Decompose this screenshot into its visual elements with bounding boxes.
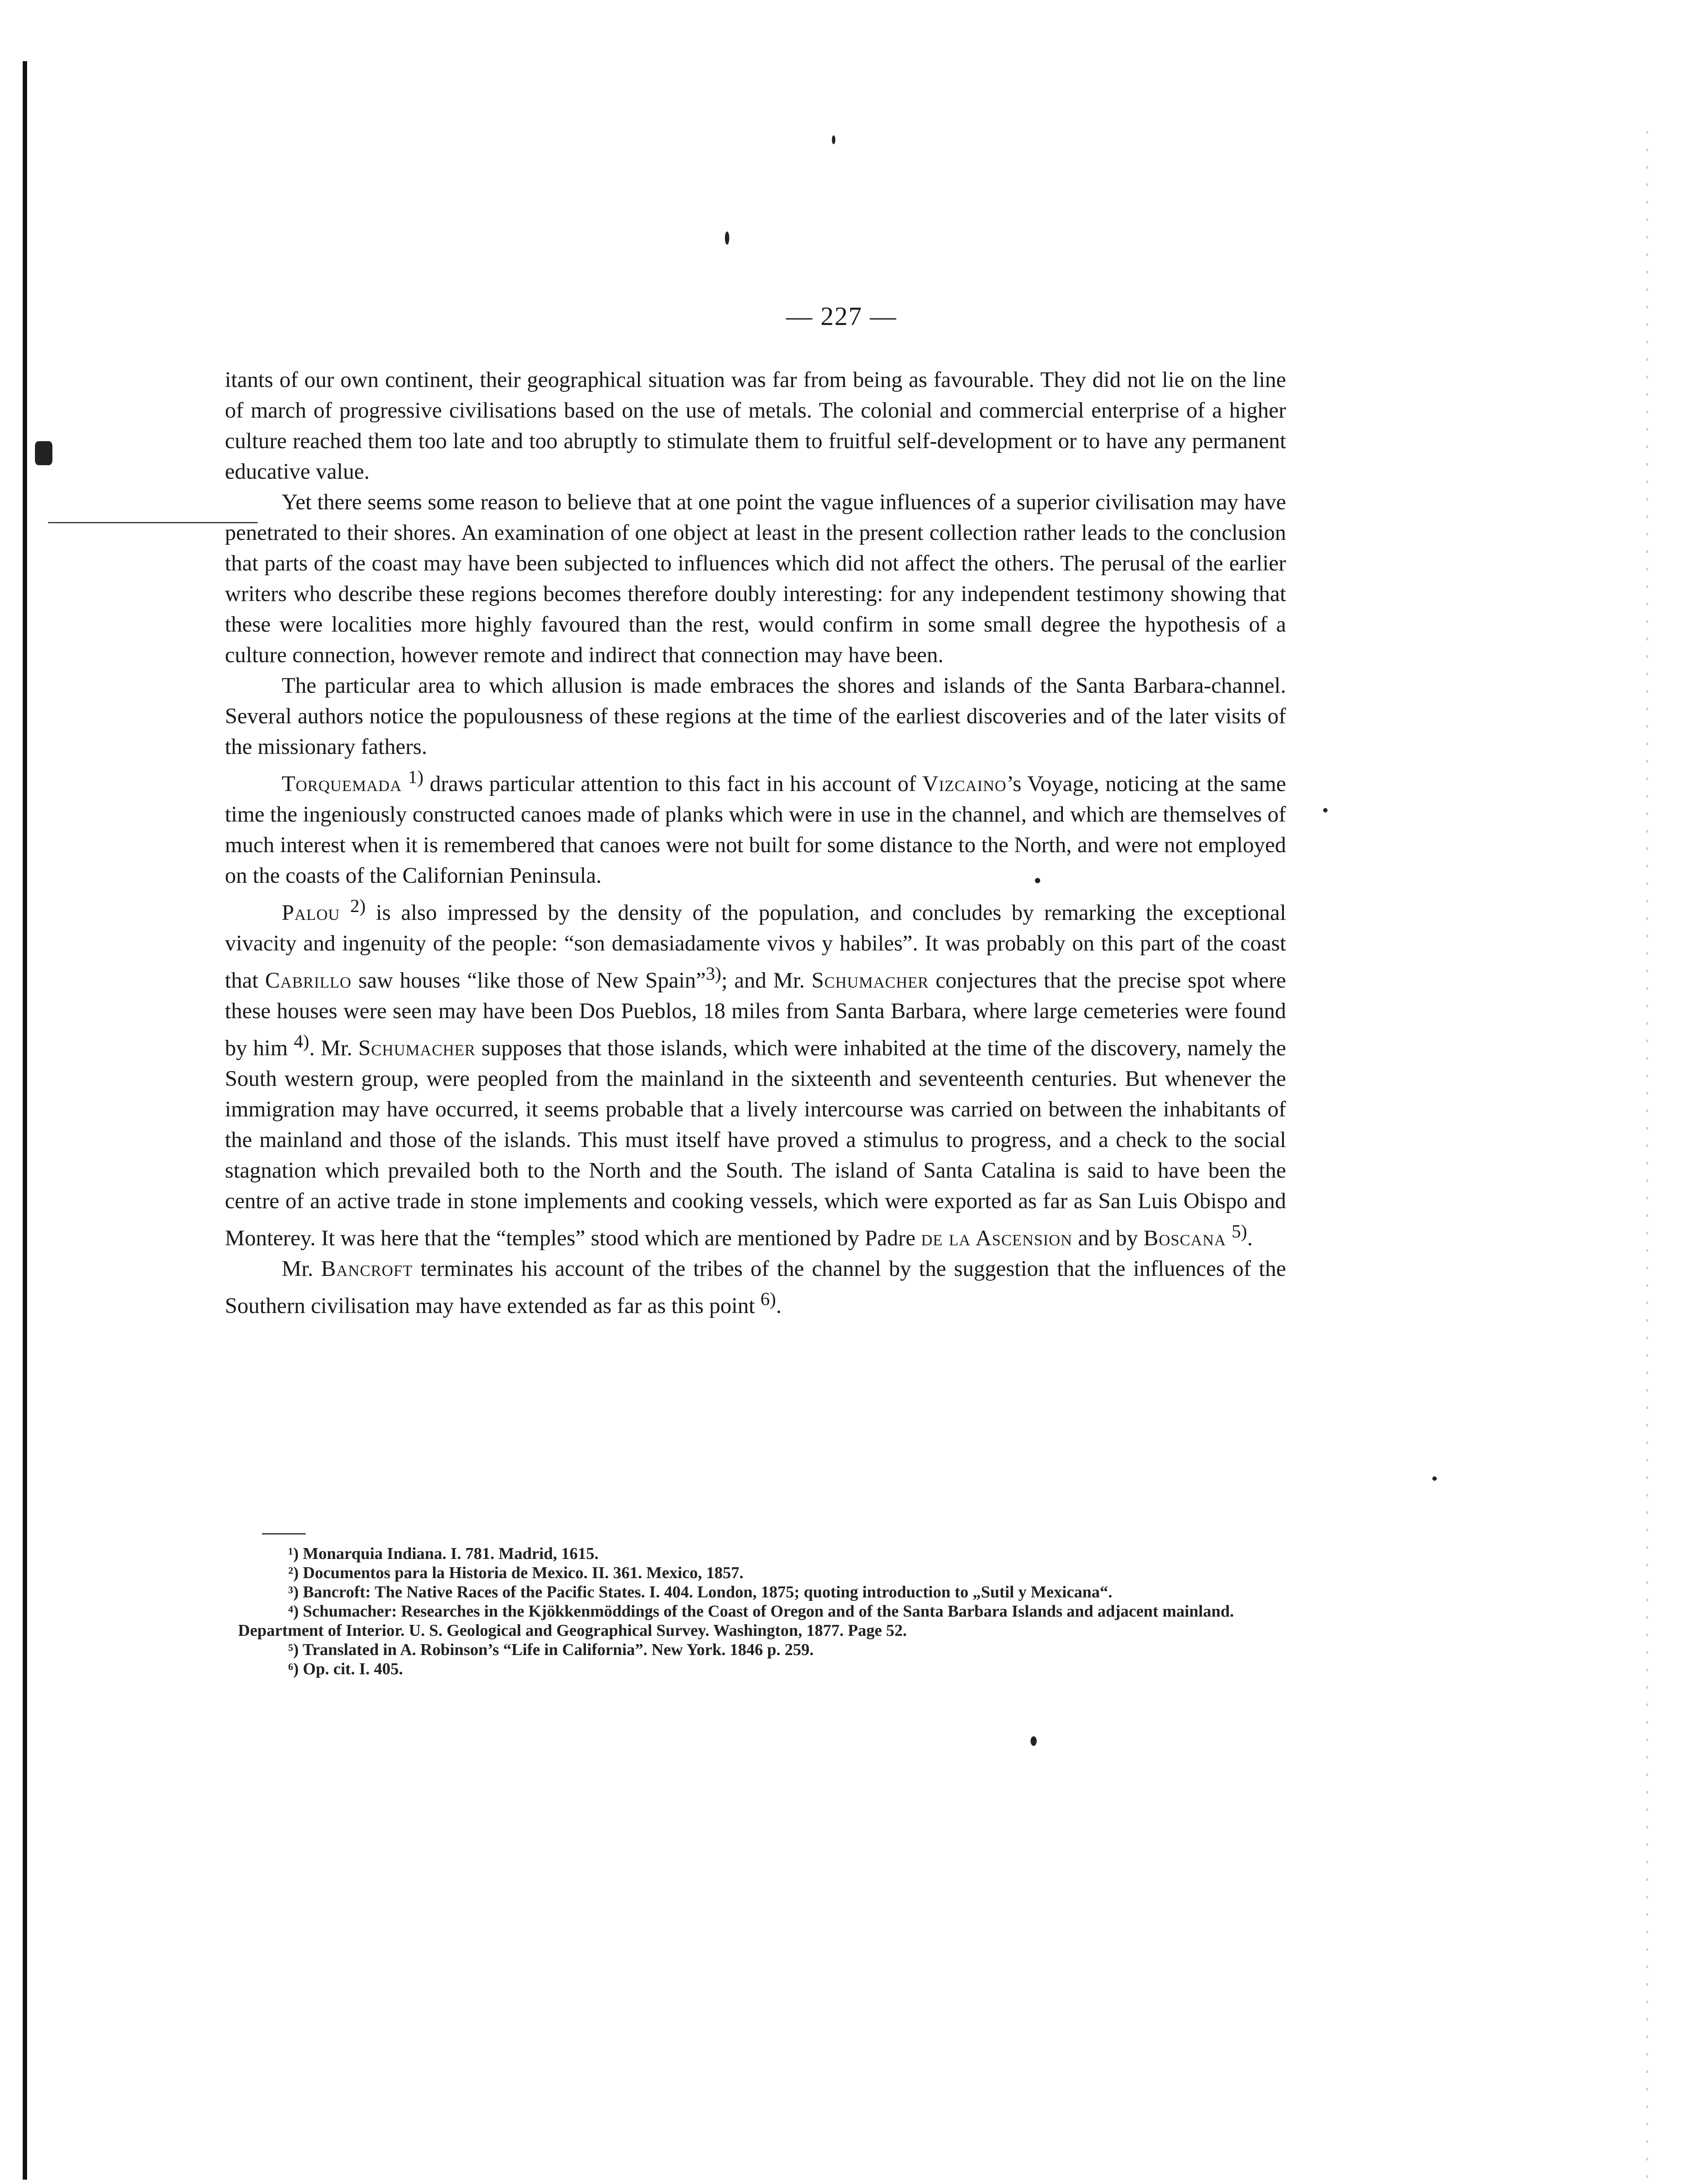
footnote-1: ¹) Monarquia Indiana. I. 781. Madrid, 1615. [288,1545,599,1563]
paragraph-text: terminates his account of the tribes of the channel by the suggestion that the influences of the Southern civilisation may have extended as far as this point [225,1257,1286,1318]
author-name: Boscana [1143,1226,1226,1251]
footnote-4: ⁴) Schumacher: Researches in the Kjökkenmöddings of the Coast of Oregon and of the Santa Barbara Islands and adjacent mainland. Department of Interior. U. S. Geological and Geographical Survey. Washington, 1877. Page 52. [238,1602,1234,1640]
author-name: Torquemada [282,772,402,796]
footnote-5: ⁵) Translated in A. Robinson’s “Life in California”. New York. 1846 p. 259. [288,1641,814,1659]
author-name: Vizcaino [922,772,1007,796]
scan-speck [1323,808,1328,812]
footnote-6: ⁶) Op. cit. I. 405. [288,1660,403,1678]
paragraph-5 [225,891,1286,1254]
footnote-ref: 2) [350,896,366,916]
scan-speck [35,441,52,465]
footnote-ref: 4) [293,1031,310,1052]
footnote-2: ²) Documentos para la Historia de Mexico. II. 361. Mexico, 1857. [288,1564,744,1582]
paragraph-text: and by [1072,1226,1144,1251]
footnote-rule [262,1533,306,1534]
scan-binding-edge [23,61,27,2180]
scan-speck [832,135,835,144]
author-name: Bancroft [321,1257,413,1281]
paragraph-2: Yet there seems some reason to believe that at one point the vague influences of a superior civilisation may have penetrated to their shores. An examination of one object at least in the present collection rather leads to the conclusion that parts of the coast may have been subjected to influences which did not affect the others. The perusal of the earlier writers who describe these regions becomes therefore doubly interesting: for any independent testimony showing that these were localities more highly favoured than the rest, would confirm in some small degree the hypothesis of a culture connection, however remote and indirect that connection may have been. [225,490,1286,667]
paragraph-text: . [776,1294,782,1318]
footnotes [238,1544,1286,1679]
scan-speck [1432,1476,1437,1481]
paragraph-text: conjectures that the precise spot where these houses were seen may have been Dos Pueblos, 18 miles from Santa Barbara, where large cemeteries were found by him [225,968,1286,1061]
paragraph-text: draws particular attention to this fact in his account of [423,772,923,796]
paragraph-6 [225,1254,1286,1321]
scan-speck [1035,878,1040,883]
paragraph-text: . [1247,1226,1253,1251]
paragraph-text: Mr. [282,1257,321,1281]
footnote-3: ³) Bancroft: The Native Races of the Pacific States. I. 404. London, 1875; quoting introduction to „Sutil y Mexicana“. [288,1583,1113,1601]
paragraph-4 [225,762,1286,891]
author-name: Schumacher [811,968,929,993]
author-name: Cabrillo [265,968,352,993]
paragraph-text: saw houses “like those of New Spain” [352,968,706,993]
paragraph-1: itants of our own continent, their geographical situation was far from being as favourable. They did not lie on the line of march of progressive civilisations based on the use of metals. The colonial and commercial enterprise of a higher culture reached them too late and too abruptly to stimulate them to fruitful self-development or to have any permanent educative value. [225,368,1286,484]
body-text [225,365,1286,1321]
scan-speck [1031,1736,1037,1746]
author-name: Schumacher [358,1036,476,1061]
paragraph-text: ’s Voyage, noticing at the same time the ingeniously constructed canoes made of planks which were in use in the channel, and which are themselves of much interest when it is remembered that canoes were not built for some distance to the North, and were not employed on the coasts of the Californian Peninsula. [225,772,1286,888]
paragraph-text: ; and Mr. [721,968,812,993]
scan-right-edge-noise [1646,131,1648,2184]
scan-speck [725,232,729,245]
paragraph-text: is also impressed by the density of the population, and concludes by remarking the exceptional vivacity and ingenuity of the people: “son demasiadamente vivos y habiles”. It was probably on this part of the coast that [225,901,1286,993]
footnote-ref: 1) [408,767,424,788]
footnote-ref: 3) [706,964,721,984]
footnote-ref: 5) [1231,1221,1247,1242]
paragraph-3: The particular area to which allusion is made embraces the shores and islands of the Santa Barbara-channel. Several authors notice the populousness of these regions at the time of the earliest discoveries and of the later visits of the missionary fathers. [225,674,1286,759]
paragraph-text: . Mr. [309,1036,359,1061]
paragraph-text: supposes that those islands, which were inhabited at the time of the discovery, namely the South western group, were peopled from the mainland in the sixteenth and seventeenth centuries. But whenever the immigration may have occurred, it seems probable that a lively intercourse was carried on between the inhabitants of the mainland and those of the islands. This must itself have proved a stimulus to progress, and a check to the social stagnation which prevailed both to the North and the South. The island of Santa Catalina is said to have been the centre of an active trade in stone implements and cooking vessels, which were exported as far as San Luis Obispo and Monterey. It was here that the “temples” stood which are mentioned by Padre [225,1036,1286,1251]
page-number: — 227 — [786,302,897,331]
footnote-ref: 6) [760,1289,776,1310]
author-name: de la Ascension [921,1226,1073,1251]
author-name: Palou [282,901,340,925]
